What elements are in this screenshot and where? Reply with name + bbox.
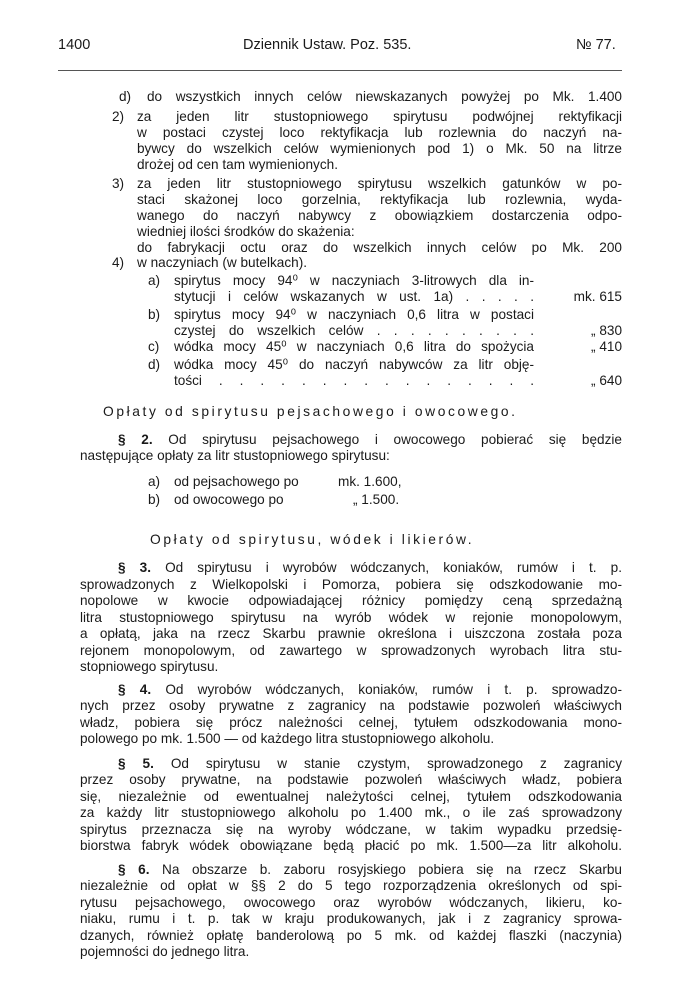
text-line: za każdy litr stustopniowego alkoholu po 1.400 mk., o ile zaś sprowadzony: [80, 805, 622, 821]
amount: mk. 615: [573, 289, 622, 304]
text-line: spirytus przeznacza się na wyroby wódczane, w takim wypadku przedsię-: [80, 821, 622, 837]
issue-number: № 77.: [576, 37, 616, 53]
text-line: władz, pobiera się prócz należności celnej, tytułem odszkodowania mono-: [80, 714, 622, 730]
item-label: a): [148, 273, 161, 288]
amount: „ 1.500.: [353, 492, 400, 507]
section-heading: Opłaty od spirytusu pejsachowego i owocowego.: [103, 404, 518, 419]
paragraph-3: [80, 560, 622, 676]
text-line: stytucji i celów wskazanych w ust. 1a) . . . . .: [174, 289, 534, 304]
text-line: Od spirytusu pejsachowego i owocowego pobierać się będzie: [168, 432, 622, 447]
text-line: litra stustopniowego spirytusu na wyrób wódek w rejonie monopolowym,: [80, 609, 622, 625]
item-label: b): [148, 307, 161, 322]
text-line: drożej od cen tam wymienionych.: [137, 157, 338, 172]
subitem-4a: [148, 273, 622, 305]
text-line: spirytus mocy 94⁰ w naczyniach 3-litrowych dla in-: [174, 273, 534, 288]
paragraph-5: [80, 756, 622, 854]
item-label: 3): [112, 176, 125, 191]
text-line: za jeden litr stustopniowego spirytusu podwójnej rektyfikacji: [137, 109, 622, 124]
text-line: niezależnie od opłat w §§ 2 do 5 tego rozporządzenia określonych od spi-: [80, 878, 622, 894]
item-label: d): [148, 357, 161, 372]
running-title: Dziennik Ustaw. Poz. 535.: [243, 37, 412, 53]
text-line: w postaci czystej loco rektyfikacja lub rozlewnia do naczyń na-: [137, 125, 622, 140]
item-label: 2): [112, 109, 125, 124]
amount: mk. 1.600,: [338, 474, 402, 489]
text-line: spirytus mocy 94⁰ w naczyniach 0,6 litra w postaci: [174, 307, 534, 322]
paragraph-mark: § 4.: [118, 682, 152, 697]
text-line: tości . . . . . . . . . . . . . . . .: [174, 373, 534, 388]
text-line: Od spirytusu i wyrobów wódczanych, koniaków, rumów i t. p.: [165, 560, 622, 575]
item-3: [112, 176, 622, 256]
text-line: rytusu pejsachowego, owocowego oraz wyrobów wódczanych, likieru, ko-: [80, 894, 622, 910]
header-rule: [58, 70, 622, 71]
subitem-4b: [148, 307, 622, 339]
paragraph-mark: § 6.: [118, 862, 150, 877]
paragraph-mark: § 5.: [118, 756, 154, 771]
text-line: biorstwa fabryk wódek obowiązane będą płacić po mk. 1.500—za litr alkoholu.: [80, 837, 622, 853]
text-line: Od wyrobów wódczanych, koniaków, rumów i t. p. sprowadzo-: [165, 682, 622, 697]
text-line: sprowadzonych z Wielkopolski i Pomorza, pobiera się odszkodowanie mo-: [80, 576, 622, 592]
text-line: się, niezależnie od ewentualnej należytości celnej, tytułem odszkodowania: [80, 788, 622, 804]
item-1d: [119, 89, 622, 105]
text-line: następujące opłaty za litr stustopniowego spirytusu:: [80, 448, 390, 463]
text-line: nopolowe w kwocie odpowiadającej różnicy pomiędzy ceną sprzedażną: [80, 593, 622, 608]
text-line: za jeden litr stustopniowego spirytusu wszelkich gatunków w po-: [137, 176, 622, 191]
subitem-4d: [148, 357, 622, 389]
item-label: d): [119, 89, 132, 104]
text-line: do fabrykacji octu oraz do wszelkich innych celów po Mk. 200: [137, 240, 622, 255]
item-text: od pejsachowego po: [174, 474, 299, 489]
text-line: Od spirytusu w stanie czystym, sprowadzonego z zagranicy: [170, 756, 622, 771]
item-label: c): [148, 339, 160, 354]
text-line: nych przez osoby prywatne z zagranicy na podstawie pozwoleń właściwych: [80, 698, 622, 714]
paragraph-mark: § 3.: [118, 560, 151, 575]
paragraph-6: [80, 862, 622, 960]
text-line: czystej do wszelkich celów . . . . . . . . . .: [174, 323, 534, 338]
text-line: polowego po mk. 1.500 — od każdego litra stustopniowego alkoholu.: [80, 730, 495, 746]
section-heading: Opłaty od spirytusu, wódek i likierów.: [150, 532, 475, 547]
text-line: wiedniej ilości środków do skażenia:: [137, 224, 355, 239]
text-line: wanego do naczyń nabywcy z obowiązkiem dostarczenia odpo-: [137, 208, 622, 223]
item-label: b): [148, 492, 161, 507]
item-2: [112, 109, 622, 173]
text-line: stopniowego spirytusu.: [80, 659, 219, 674]
paragraph-4: [80, 682, 622, 747]
text-line: niaku, rumu i t. p. tak w kraju produkowanych, jak i z zagranicy sprowa-: [80, 911, 622, 927]
page-number: 1400: [58, 37, 91, 53]
text-line: Na obszarze b. zaboru rosyjskiego pobiera się na rzecz Skarbu: [162, 862, 622, 877]
item-4: [112, 255, 622, 271]
amount: „ 640: [591, 373, 622, 388]
text-line: dzanych, również opłatę banderolową po 5 mk. od każdej flaszki (naczynia): [80, 927, 622, 943]
text-line: w naczyniach (w butelkach).: [137, 255, 307, 270]
text-line: wódka mocy 45⁰ w naczyniach 0,6 litra do spożycia: [174, 339, 534, 354]
text-line: pojemności do jednego litra.: [80, 943, 250, 959]
item-label: 4): [112, 255, 125, 270]
item-text: do wszystkich innych celów niewskazanych powyżej po Mk. 1.400: [147, 89, 622, 104]
item-label: a): [148, 474, 161, 489]
text-line: a opłatą, jaka na rzecz Skarbu prawnie określona i uiszczona została poza: [80, 626, 622, 641]
text-line: rejonem monopolowym, od zawartego w sprowadzonych wyrobach litra stu-: [80, 642, 622, 658]
amount: „ 830: [591, 323, 622, 338]
item-text: od owocowego po: [174, 492, 284, 507]
text-line: wódka mocy 45⁰ do naczyń nabywców za litr obję-: [174, 357, 534, 372]
paragraph-mark: § 2.: [118, 432, 153, 447]
paragraph-2: [80, 432, 622, 464]
text-line: przez osoby prywatne, na podstawie pozwoleń właściwych władz, pobiera: [80, 772, 622, 788]
amount: „ 410: [591, 339, 622, 354]
text-line: staci skażonej loco gorzelnia, rektyfikacja lub rozlewnia, wyda-: [137, 192, 622, 207]
subitem-4c: [148, 339, 622, 355]
text-line: bywcy do wszelkich celów wymienionych pod 1) o Mk. 50 na litrze: [137, 141, 622, 156]
